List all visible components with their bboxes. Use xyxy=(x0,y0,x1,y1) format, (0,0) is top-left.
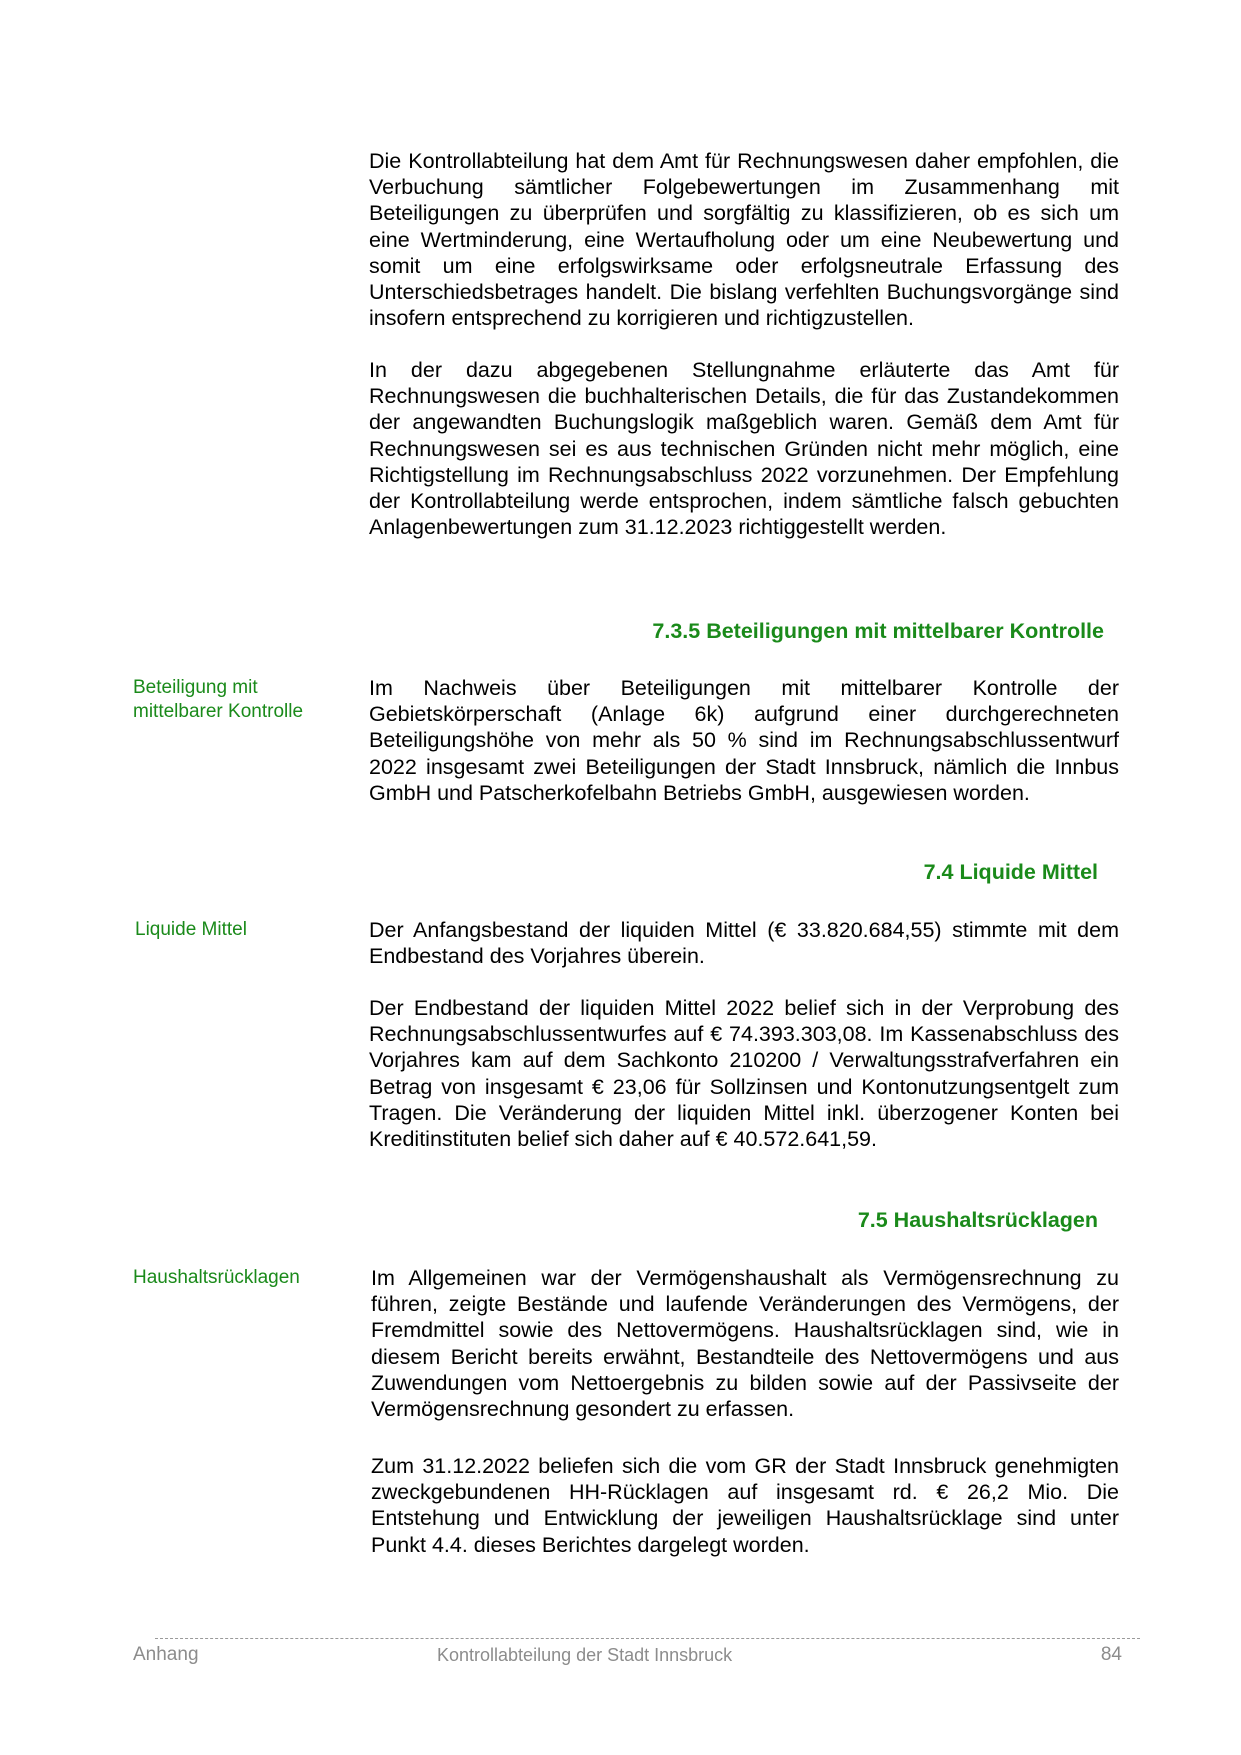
paragraph-anfangsbestand: Der Anfangsbestand der liquiden Mittel (€ 33.820.684,55) stimmte mit dem Endbestand des Vorjahres überein. xyxy=(369,918,1119,969)
paragraph-vermoegenshaushalt: Im Allgemeinen war der Vermögenshaushalt als Vermögensrechnung zu führen, zeigte Bestände und laufende Veränderungen des Vermögens, der Fremdmittel sowie des Nettovermögens. Haushaltsrücklagen sind, wie in diesem Bericht bereits erwähnt, Bestandteile des Nettovermögens und aus Zuwendungen vom Nettoergebnis zu bilden sowie auf der Passivseite der Vermögensrechnung gesondert zu erfassen. xyxy=(371,1266,1119,1422)
paragraph-endbestand: Der Endbestand der liquiden Mittel 2022 belief sich in der Verprobung des Rechnungsabschlussentwurfes auf € 74.393.303,08. Im Kassenabschluss des Vorjahres kam auf dem Sachkonto 210200 / Verwaltungsstrafverfahren ein Betrag von insgesamt € 23,06 für Sollzinsen und Kontonutzungsentgelt zum Tragen. Die Veränderung der liquiden Mittel inkl. überzogener Konten bei Kreditinstituten belief sich daher auf € 40.572.641,59. xyxy=(369,996,1119,1152)
margin-note-haushaltsruecklagen: Haushaltsrücklagen xyxy=(133,1267,300,1288)
heading-7-4: 7.4 Liquide Mittel xyxy=(923,860,1098,884)
heading-7-5: 7.5 Haushaltsrücklagen xyxy=(857,1208,1098,1232)
margin-note-liquide-mittel: Liquide Mittel xyxy=(135,919,247,940)
paragraph-stellungnahme: In der dazu abgegebenen Stellungnahme erläuterte das Amt für Rechnungswesen die buchhalterischen Details, die für das Zustandekommen der angewandten Buchungslogik maßgeblich waren. Gemäß dem Amt für Rechnungswesen sei es aus technischen Gründen nicht mehr möglich, eine Richtigstellung im Rechnungsabschluss 2022 vorzunehmen. Der Empfehlung der Kontrollabteilung werde entsprochen, indem sämtliche falsch gebuchten Anlagenbewertungen zum 31.12.2023 richtiggestellt werden. xyxy=(369,358,1119,540)
footer-divider xyxy=(155,1638,1140,1639)
paragraph-empfehlung: Die Kontrollabteilung hat dem Amt für Rechnungswesen daher empfohlen, die Verbuchung sämtlicher Folgebewertungen im Zusammenhang mit Beteiligungen zu überprüfen und sorgfältig zu klassifizieren, ob es sich um eine Wertminderung, eine Wertaufholung oder um eine Neubewertung und somit um eine erfolgswirksame oder erfolgsneutrale Erfassung des Unterschiedsbetrages handelt. Die bislang verfehlten Buchungsvorgänge sind insofern entsprechend zu korrigieren und richtigzustellen. xyxy=(369,149,1119,331)
footer-page-number: 84 xyxy=(1100,1644,1122,1665)
margin-note-beteiligung: Beteiligung mit mittelbarer Kontrolle xyxy=(133,677,304,722)
heading-7-3-5: 7.3.5 Beteiligungen mit mittelbarer Kontrolle xyxy=(652,619,1104,643)
footer-section-label: Anhang xyxy=(133,1644,199,1665)
footer-organization: Kontrollabteilung der Stadt Innsbruck xyxy=(437,1645,733,1665)
paragraph-rücklagen-2022: Zum 31.12.2022 beliefen sich die vom GR der Stadt Innsbruck genehmigten zweckgebundenen HH-Rücklagen auf insgesamt rd. € 26,2 Mio. Die Entstehung und Entwicklung der jeweiligen Haushaltsrücklage sind unter Punkt 4.4. dieses Berichtes dargelegt worden. xyxy=(371,1454,1119,1557)
paragraph-beteiligungen: Im Nachweis über Beteiligungen mit mittelbarer Kontrolle der Gebietskörperschaft (Anlage 6k) aufgrund einer durchgerechneten Beteiligungshöhe von mehr als 50 % sind im Rechnungsabschlussentwurf 2022 insgesamt zwei Beteiligungen der Stadt Innsbruck, nämlich die Innbus GmbH und Patscherkofelbahn Betriebs GmbH, ausgewiesen worden. xyxy=(369,676,1119,805)
